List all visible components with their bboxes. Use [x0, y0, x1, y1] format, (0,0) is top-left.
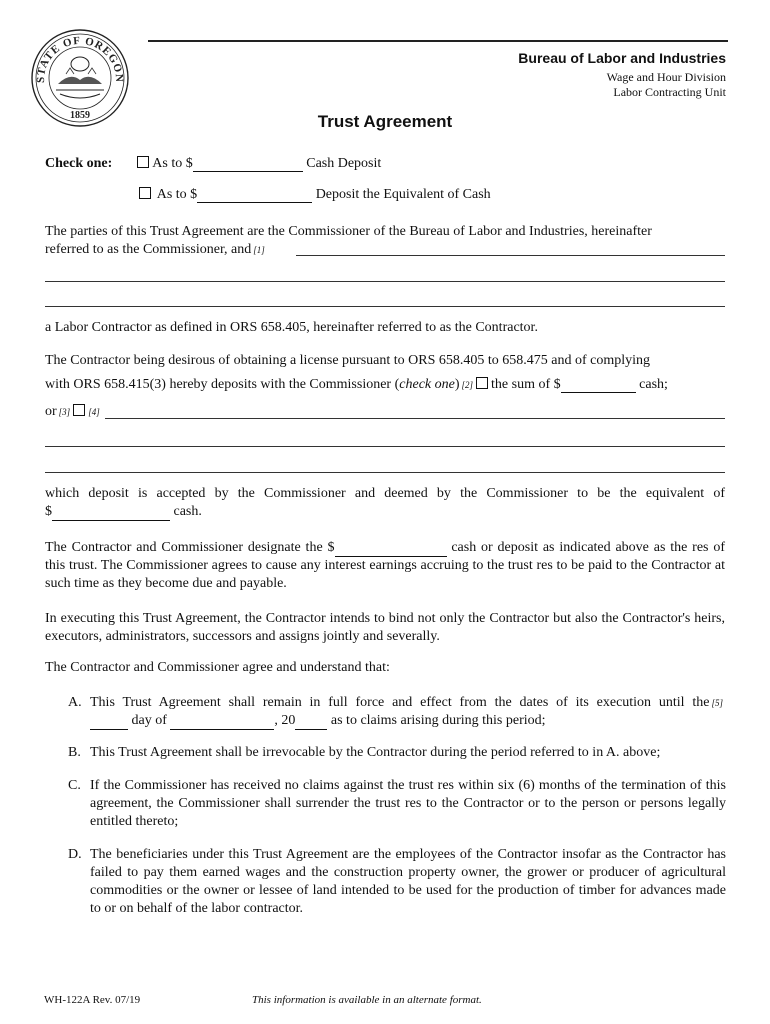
- footnote-5: [5]: [711, 698, 723, 708]
- check-one-row-2: [139, 187, 491, 203]
- parties-line-1: The parties of this Trust Agreement are the Commissioner of the Bureau of Labor and Industries, hereinafter: [45, 224, 652, 239]
- equivalent-deposit-amount-field[interactable]: [197, 190, 312, 203]
- option2-suffix: Deposit the Equivalent of Cash: [315, 187, 491, 202]
- sum-cash-checkbox[interactable]: [476, 377, 488, 389]
- other-deposit-checkbox[interactable]: [73, 404, 85, 416]
- division-name: Wage and Hour Division: [606, 70, 726, 84]
- item-a-day-text: day of: [131, 713, 167, 728]
- item-a-year-prefix: , 20: [274, 713, 296, 728]
- alternate-format-note: This information is available in an alternate format.: [252, 994, 482, 1006]
- trust-res-amount-field[interactable]: [335, 544, 447, 557]
- contractor-name-line-3[interactable]: [45, 306, 725, 307]
- accepted-prefix: $: [45, 504, 52, 519]
- item-b-letter: B.: [68, 745, 81, 760]
- or-text: or: [45, 404, 57, 419]
- sum-amount-field[interactable]: [561, 380, 636, 393]
- designate-prefix: The Contractor and Commissioner designate the $: [45, 540, 335, 555]
- check-one-row-1: [45, 156, 381, 172]
- bureau-name: Bureau of Labor and Industries: [518, 50, 726, 66]
- labor-contractor-definition: a Labor Contractor as defined in ORS 658.405, hereinafter referred to as the Contractor.: [45, 320, 538, 335]
- item-c-letter: C.: [68, 778, 81, 793]
- item-b-text: This Trust Agreement shall be irrevocable by the Contractor during the period referred to in A. above;: [90, 745, 661, 760]
- item-a-text: This Trust Agreement shall remain in full force and effect from the dates of its execution until the: [90, 695, 710, 710]
- unit-name: Labor Contracting Unit: [613, 85, 726, 99]
- option1-suffix: Cash Deposit: [306, 156, 382, 171]
- equivalent-amount-field[interactable]: [52, 508, 170, 521]
- form-id: WH-122A Rev. 07/19: [44, 994, 141, 1006]
- desirous-line-2-b: ): [454, 377, 460, 392]
- cash-deposit-checkbox[interactable]: [137, 156, 149, 168]
- seal-year: 1859: [70, 110, 90, 121]
- item-a-tail: as to claims arising during this period;: [330, 713, 546, 728]
- option1-prefix: As to $: [152, 156, 193, 171]
- item-c-text: If the Commissioner has received no claims against the trust res within six (6) months of the termination of this agreement, the Commissioner shall surrender the trust res to the Contractor or to the person or persons legally entitled thereto;: [90, 778, 726, 829]
- designate-paragraph: [45, 539, 725, 593]
- footnote-3: [3]: [58, 407, 71, 417]
- item-a: [68, 694, 726, 730]
- item-d-letter: D.: [68, 847, 82, 862]
- sum-text: the sum of $: [491, 377, 561, 392]
- desirous-line-1: The Contractor being desirous of obtaining a license pursuant to ORS 658.405 to 658.475 and of complying: [45, 353, 651, 368]
- accepted-text: which deposit is accepted by the Commissioner and deemed by the Commissioner to be the equivalent of: [45, 486, 725, 501]
- parties-line-2: [45, 242, 268, 258]
- contractor-name-line-2[interactable]: [45, 281, 725, 282]
- agree-paragraph: The Contractor and Commissioner agree and understand that:: [45, 660, 390, 675]
- footnote-1: [1]: [253, 245, 265, 255]
- desirous-line-2-a: with ORS 658.415(3) hereby deposits with the Commissioner (: [45, 377, 400, 392]
- equivalent-deposit-checkbox[interactable]: [139, 187, 151, 199]
- check-one-italic: check one: [399, 377, 455, 392]
- other-deposit-field[interactable]: [105, 418, 725, 419]
- item-c: [68, 777, 726, 831]
- check-one-label: Check one:: [45, 156, 113, 171]
- seal-text: STATE OF OREGON: [34, 34, 126, 84]
- or-line: [45, 404, 103, 420]
- expiration-year-field[interactable]: [295, 717, 327, 730]
- footnote-4: [4]: [88, 407, 100, 417]
- accepted-paragraph: [45, 485, 725, 521]
- page-title: Trust Agreement: [317, 112, 453, 131]
- parties-line-2-text: referred to as the Commissioner, and: [45, 242, 252, 257]
- designate-suffix: cash or deposit as indicated above as the res of this trust. The Commissioner agrees to cause any interest earnings accruing to the trust res to be paid to the Contractor at such time as they become due and payable.: [45, 540, 725, 591]
- header-rule: [148, 40, 728, 42]
- desirous-line-2: [45, 377, 725, 393]
- item-d: [68, 846, 726, 918]
- accepted-suffix: cash.: [173, 504, 202, 519]
- item-d-text: The beneficiaries under this Trust Agreement are the employees of the Contractor insofar as the Contractor has failed to pay them earned wages and the construction property owner, the grower or producer of agricultural commodities or the owner or lessee of land intended to be used for the production of timber for advances made to or on behalf of the labor contractor.: [90, 847, 726, 916]
- other-deposit-line-2[interactable]: [45, 446, 725, 447]
- footnote-2: [2]: [461, 380, 474, 390]
- executing-paragraph: In executing this Trust Agreement, the Contractor intends to bind not only the Contractor but also the Contractor's heirs, executors, administrators, successors and assigns jointly and severally.: [45, 611, 725, 644]
- option2-prefix: As to $: [156, 187, 198, 202]
- other-deposit-line-3[interactable]: [45, 472, 725, 473]
- sum-suffix: cash;: [639, 377, 668, 392]
- cash-deposit-amount-field[interactable]: [193, 159, 303, 172]
- item-a-letter: A.: [68, 695, 82, 710]
- expiration-month-field[interactable]: [170, 717, 274, 730]
- contractor-name-field[interactable]: [296, 255, 725, 256]
- item-b: [68, 744, 726, 762]
- expiration-day-field[interactable]: [90, 717, 128, 730]
